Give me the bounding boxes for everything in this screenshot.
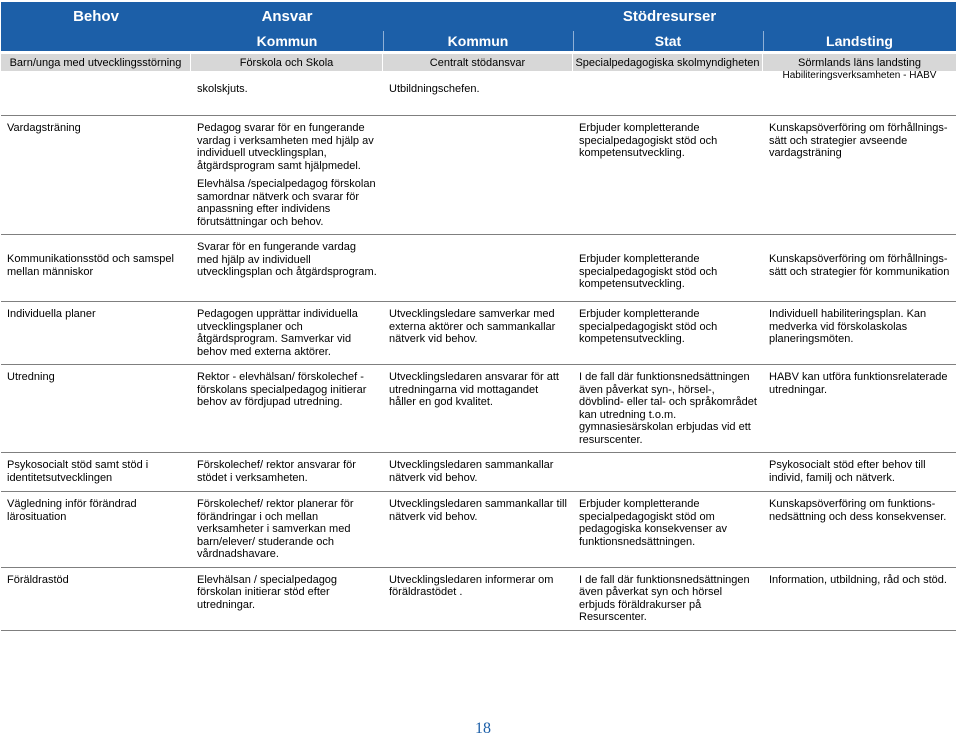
central-cell: Utvecklingsledare samverkar med externa aktörer och sammankallar nätverk vid behov.	[389, 308, 556, 345]
subheader-col4: Specialpedagogiska skolmyndigheten	[573, 54, 762, 71]
central-cell: Utvecklingsledaren sammankallar till nätverk vid behov.	[389, 498, 567, 523]
landsting-cell: Kunskapsöverföring om förhållnings-sätt och strategier avseende vardagsträning	[769, 122, 948, 159]
ansvar-cell: Förskolechef/ rektor ansvarar för stödet i verksamheten.	[197, 459, 356, 484]
stat-cell: Erbjuder kompletterande specialpedagogiskt stöd och kompetensutveckling.	[579, 253, 718, 290]
subheader-col2: Förskola och Skola	[191, 54, 382, 71]
behov-cell: Utredning	[7, 371, 55, 383]
landsting-cell: Individuell habiliteringsplan. Kan medverka vid förskolaskolas planeringsmöten.	[769, 308, 927, 345]
page-number: 18	[475, 720, 491, 737]
subheader-note-1: skolskjuts.	[197, 83, 248, 95]
ansvar-cell: Svarar för en fungerande vardag med hjälp av individuell utvecklingsplan och åtgärdsprogram.	[197, 241, 377, 278]
landsting-cell: Information, utbildning, råd och stöd.	[769, 573, 947, 586]
table-row	[1, 365, 956, 453]
header-ansvar: Ansvar	[261, 8, 313, 25]
behov-cell: Föräldrastöd	[7, 573, 69, 586]
behov-cell: Vardagsträning	[7, 122, 81, 134]
ansvar-text: Pedagog svarar för en fungerande vardag i verksamheten med hjälp av individuell utvecklingsplan, åtgärdsprogram samt hjälpmedel.	[197, 122, 374, 172]
stat-cell: I de fall där funktionsnedsättningen även påverkat syn-, hörsel-, dövblind- eller tal- och språkområdet kan utredning t.o.m. gymnasiesärskolan erbjudas vid ett resurscenter.	[579, 371, 757, 446]
ansvar-cell: Förskolechef/ rektor planerar för förändringar i och mellan verksamheter i samverkan med barn/elever/ studerande och vårdnadshavare.	[197, 498, 354, 560]
stat-cell: I de fall där funktionsnedsättningen även påverkat syn och hörsel erbjuds föräldrakurser på Resurscenter.	[579, 573, 750, 623]
subheader	[1, 54, 956, 96]
subheader-col1: Barn/unga med utvecklingsstörning	[1, 54, 190, 71]
table-row	[1, 567, 956, 630]
ansvar-cell: Rektor - elevhälsan/ förskolechef - förskolans specialpedagog initierar behov av fördjupad utredning.	[197, 371, 367, 408]
central-cell: Utvecklingsledaren informerar om föräldrastödet .	[389, 573, 554, 598]
table-row	[1, 235, 956, 302]
stat-cell: Erbjuder kompletterande specialpedagogiskt stöd och kompetensutveckling.	[579, 122, 718, 159]
subheader-col5-sub: Habiliteringsverksamheten - HABV	[782, 70, 937, 81]
table-row	[1, 453, 956, 492]
behov-cell: Kommunikationsstöd och samspel mellan människor	[7, 253, 174, 278]
header-stodresurser: Stödresurser	[622, 8, 717, 25]
central-cell	[383, 235, 573, 302]
header-kommun-2: Kommun	[447, 33, 509, 49]
responsibility-table	[1, 115, 956, 631]
landsting-cell: HABV kan utföra funktionsrelaterade utredningar.	[769, 371, 948, 396]
stat-cell	[573, 453, 763, 492]
header-divider	[763, 31, 764, 51]
ansvar-cell: Elevhälsan / specialpedagog förskolan initierar stöd efter utredningar.	[197, 573, 338, 611]
central-cell: Utvecklingsledaren ansvarar för att utredningarna vid mottagandet håller en god kvalitet.	[389, 371, 559, 408]
central-cell: Utvecklingsledaren sammankallar nätverk vid behov.	[389, 459, 554, 484]
behov-cell: Psykosocialt stöd samt stöd i identitetsutvecklingen	[7, 459, 149, 484]
stat-cell: Erbjuder kompletterande specialpedagogiskt stöd om pedagogiska konsekvenser av funktionsnedsättningen.	[579, 498, 727, 548]
subheader-col5: Sörmlands läns landsting	[763, 54, 956, 71]
table-row	[1, 116, 956, 235]
header-landsting: Landsting	[826, 33, 893, 49]
behov-cell: Vägledning inför förändrad lärosituation	[7, 498, 137, 523]
landsting-cell: Kunskapsöverföring om förhållnings-sätt och strategier för kommunikation	[769, 253, 950, 278]
behov-cell: Individuella planer	[7, 308, 96, 320]
header-behov: Behov	[73, 8, 119, 25]
header-kommun-1: Kommun	[256, 33, 318, 49]
subheader-note-2: Utbildningschefen.	[389, 83, 480, 95]
subheader-col3: Centralt stödansvar	[383, 54, 572, 71]
landsting-cell: Kunskapsöverföring om funktions-nedsättning och dess konsekvenser.	[769, 498, 947, 523]
header-divider	[383, 31, 384, 51]
header-divider	[573, 31, 574, 51]
ansvar-cell	[191, 116, 383, 235]
table-row	[1, 302, 956, 365]
stat-cell: Erbjuder kompletterande specialpedagogiskt stöd och kompetensutveckling.	[579, 308, 718, 345]
ansvar-cell: Pedagogen upprättar individuella utvecklingsplaner och åtgärdsprogram. Samverkar vid behov med externa aktörer.	[197, 308, 358, 358]
table-row	[1, 492, 956, 568]
ansvar-text-2: Elevhälsa /specialpedagog förskolan samordnar nätverk och svarar för anpassning efter individens förutsättningar och behov.	[197, 178, 376, 228]
header-stat: Stat	[654, 33, 682, 49]
central-cell	[383, 116, 573, 235]
landsting-cell: Psykosocialt stöd efter behov till individ, familj och nätverk.	[769, 459, 926, 484]
